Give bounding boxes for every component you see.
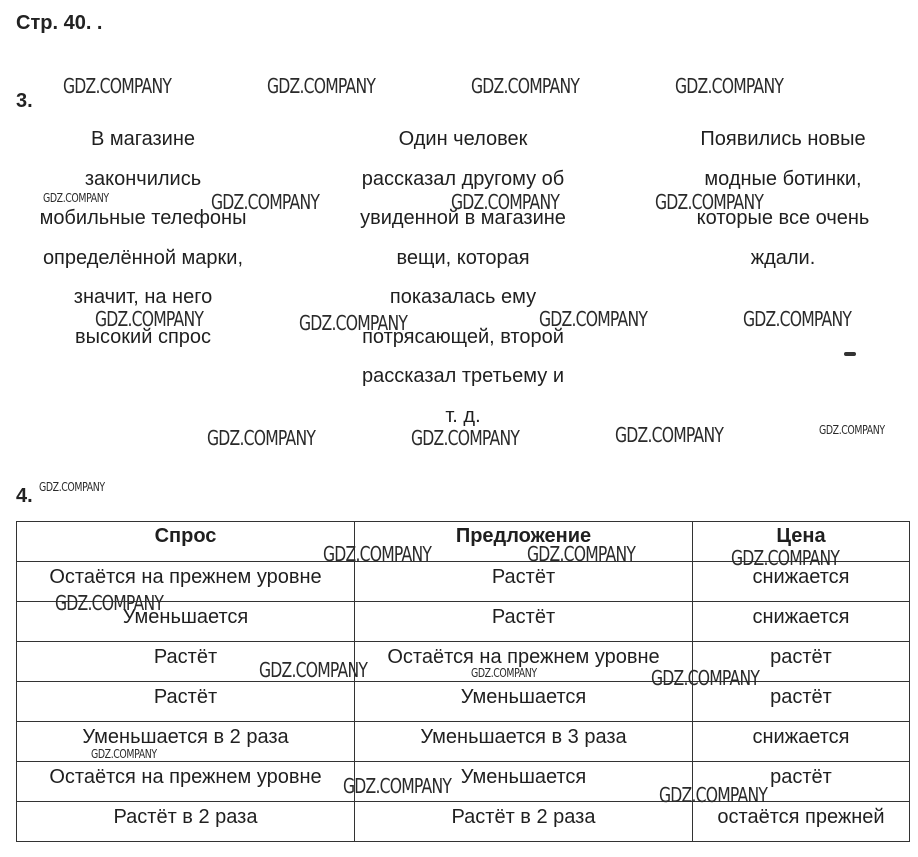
- cell-price: растёт: [693, 762, 910, 802]
- header-demand: Спрос: [17, 522, 355, 562]
- cell-demand: Остаётся на прежнем уровне: [17, 762, 355, 802]
- column-line: значит, на него: [73, 286, 213, 308]
- cell-price: остаётся прежней: [693, 802, 910, 842]
- task-3-column-2: [343, 120, 583, 436]
- task-3-number: 3.: [16, 90, 33, 112]
- cell-supply: Растёт в 2 раза: [355, 802, 693, 842]
- cell-price: растёт: [693, 682, 910, 722]
- watermark: GDZ.COMPANY: [731, 546, 840, 570]
- cell-demand: Уменьшается в 2 раза: [17, 722, 355, 762]
- cell-demand: Уменьшается: [17, 602, 355, 642]
- task-3-column-1: [22, 120, 264, 357]
- watermark: GDZ.COMPANY: [451, 190, 560, 214]
- ink-mark: [844, 352, 856, 356]
- cell-price: снижается: [693, 722, 910, 762]
- table-row: [17, 802, 910, 842]
- column-line: т. д.: [445, 404, 481, 427]
- column-line: Один человек: [398, 128, 528, 150]
- watermark: GDZ.COMPANY: [651, 666, 760, 690]
- watermark: GDZ.COMPANY: [343, 774, 452, 798]
- column-line: мобильные телефоны: [39, 207, 247, 229]
- column-line: закончились: [84, 167, 202, 190]
- watermark: GDZ.COMPANY: [655, 190, 764, 214]
- watermark: GDZ.COMPANY: [91, 747, 157, 761]
- cell-supply: Уменьшается в 3 раза: [355, 722, 693, 762]
- watermark: GDZ.COMPANY: [615, 423, 724, 447]
- task-3-column-3: [672, 120, 894, 278]
- column-line: В магазине: [90, 128, 196, 150]
- cell-price: снижается: [693, 602, 910, 642]
- watermark: GDZ.COMPANY: [207, 426, 316, 450]
- watermark: GDZ.COMPANY: [819, 423, 885, 437]
- table-row: [17, 682, 910, 722]
- table-row: [17, 762, 910, 802]
- watermark: GDZ.COMPANY: [299, 311, 408, 335]
- column-line: рассказал другому об: [361, 167, 565, 190]
- watermark: GDZ.COMPANY: [539, 307, 648, 331]
- column-line: Появились новые: [700, 128, 866, 150]
- watermark: GDZ.COMPANY: [323, 542, 432, 566]
- column-line: рассказал третьему и: [361, 365, 564, 387]
- cell-demand: Остаётся на прежнем уровне: [17, 562, 355, 602]
- watermark: GDZ.COMPANY: [55, 591, 164, 615]
- cell-demand: Растёт: [17, 642, 355, 682]
- watermark: GDZ.COMPANY: [267, 74, 376, 98]
- cell-supply: Растёт: [355, 602, 693, 642]
- column-line: которые все очень: [696, 207, 870, 229]
- watermark: GDZ.COMPANY: [39, 480, 105, 494]
- column-line: модные ботинки,: [704, 167, 862, 190]
- cell-price: растёт: [693, 642, 910, 682]
- watermark: GDZ.COMPANY: [471, 74, 580, 98]
- table-row: [17, 642, 910, 682]
- watermark: GDZ.COMPANY: [411, 426, 520, 450]
- watermark: GDZ.COMPANY: [659, 783, 768, 807]
- watermark: GDZ.COMPANY: [527, 542, 636, 566]
- cell-demand: Растёт: [17, 682, 355, 722]
- cell-price: снижается: [693, 562, 910, 602]
- table-row: [17, 722, 910, 762]
- watermark: GDZ.COMPANY: [95, 307, 204, 331]
- table-row: [17, 602, 910, 642]
- watermark: GDZ.COMPANY: [743, 307, 852, 331]
- watermark: GDZ.COMPANY: [259, 658, 368, 682]
- column-line: увиденной в магазине: [360, 207, 566, 229]
- column-line: ждали.: [750, 246, 816, 269]
- cell-supply: Уменьшается: [355, 682, 693, 722]
- cell-supply: Растёт: [355, 562, 693, 602]
- column-line: показалась ему: [389, 286, 537, 308]
- cell-demand: Растёт в 2 раза: [17, 802, 355, 842]
- header-supply: Предложение: [355, 522, 693, 562]
- supply-demand-table: [16, 521, 910, 842]
- column-line: определённой марки,: [42, 246, 244, 269]
- table-header-row: [17, 522, 910, 562]
- watermark: GDZ.COMPANY: [471, 666, 537, 680]
- watermark: GDZ.COMPANY: [675, 74, 784, 98]
- column-line: потрясающей, второй: [362, 325, 564, 348]
- column-line: высокий спрос: [74, 325, 212, 348]
- cell-supply: Остаётся на прежнем уровне: [355, 642, 693, 682]
- cell-supply: Уменьшается: [355, 762, 693, 802]
- table-row: [17, 562, 910, 602]
- task-4-number: 4.: [16, 485, 33, 507]
- page-label: Стр. 40. .: [16, 12, 103, 34]
- watermark: GDZ.COMPANY: [63, 74, 172, 98]
- watermark: GDZ.COMPANY: [43, 191, 109, 205]
- column-line: вещи, которая: [396, 246, 530, 269]
- header-price: Цена: [693, 522, 910, 562]
- watermark: GDZ.COMPANY: [211, 190, 320, 214]
